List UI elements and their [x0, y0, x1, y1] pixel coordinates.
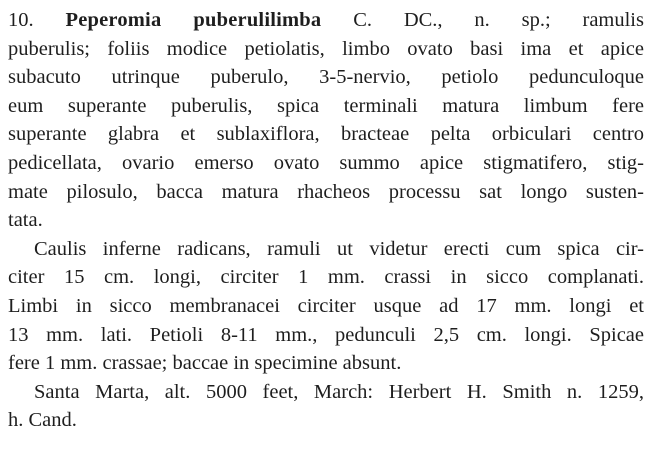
entry-number: 10. [8, 9, 34, 31]
document-page [8, 6, 644, 435]
species-description [8, 6, 644, 235]
description-line: mate pilosulo, bacca matura rhacheos processu sat longo susten- [8, 180, 644, 203]
species-name: Peperomia puberulilimba [65, 9, 322, 31]
details-line: citer 15 cm. longi, circiter 1 mm. crassi in sicco complanati. [8, 266, 644, 289]
details-line: fere 1 mm. crassae; baccae in specimine absunt. [8, 352, 402, 375]
description-first-line [8, 6, 644, 35]
details-line: Limbi in sicco membranacei circiter usque ad 17 mm. longi et [8, 294, 644, 317]
locality-paragraph [8, 378, 644, 435]
description-line: puberulis; foliis modice petiolatis, limbo ovato basi ima et apice [8, 37, 644, 60]
locality-line: h. Cand. [8, 409, 77, 432]
description-line: eum superante puberulis, spica terminali matura limbum fere [8, 94, 644, 117]
locality-line: Santa Marta, alt. 5000 feet, March: Herbert H. Smith n. 1259, [34, 380, 644, 403]
description-line: subacuto utrinque puberulo, 3-5-nervio, petiolo pedunculoque [8, 66, 644, 89]
details-line: 13 mm. lati. Petioli 8-11 mm., pedunculi 2,5 cm. longi. Spicae [8, 323, 644, 346]
details-paragraph [8, 235, 644, 378]
details-line: Caulis inferne radicans, ramuli ut videtur erecti cum spica cir- [34, 237, 644, 260]
description-line: superante glabra et sublaxiflora, bracteae pelta orbiculari centro [8, 123, 644, 146]
description-line: tata. [8, 209, 43, 232]
description-line: C. DC., n. sp.; ramulis [353, 9, 644, 31]
description-line: pedicellata, ovario emerso ovato summo apice stigmatifero, stig- [8, 151, 644, 174]
